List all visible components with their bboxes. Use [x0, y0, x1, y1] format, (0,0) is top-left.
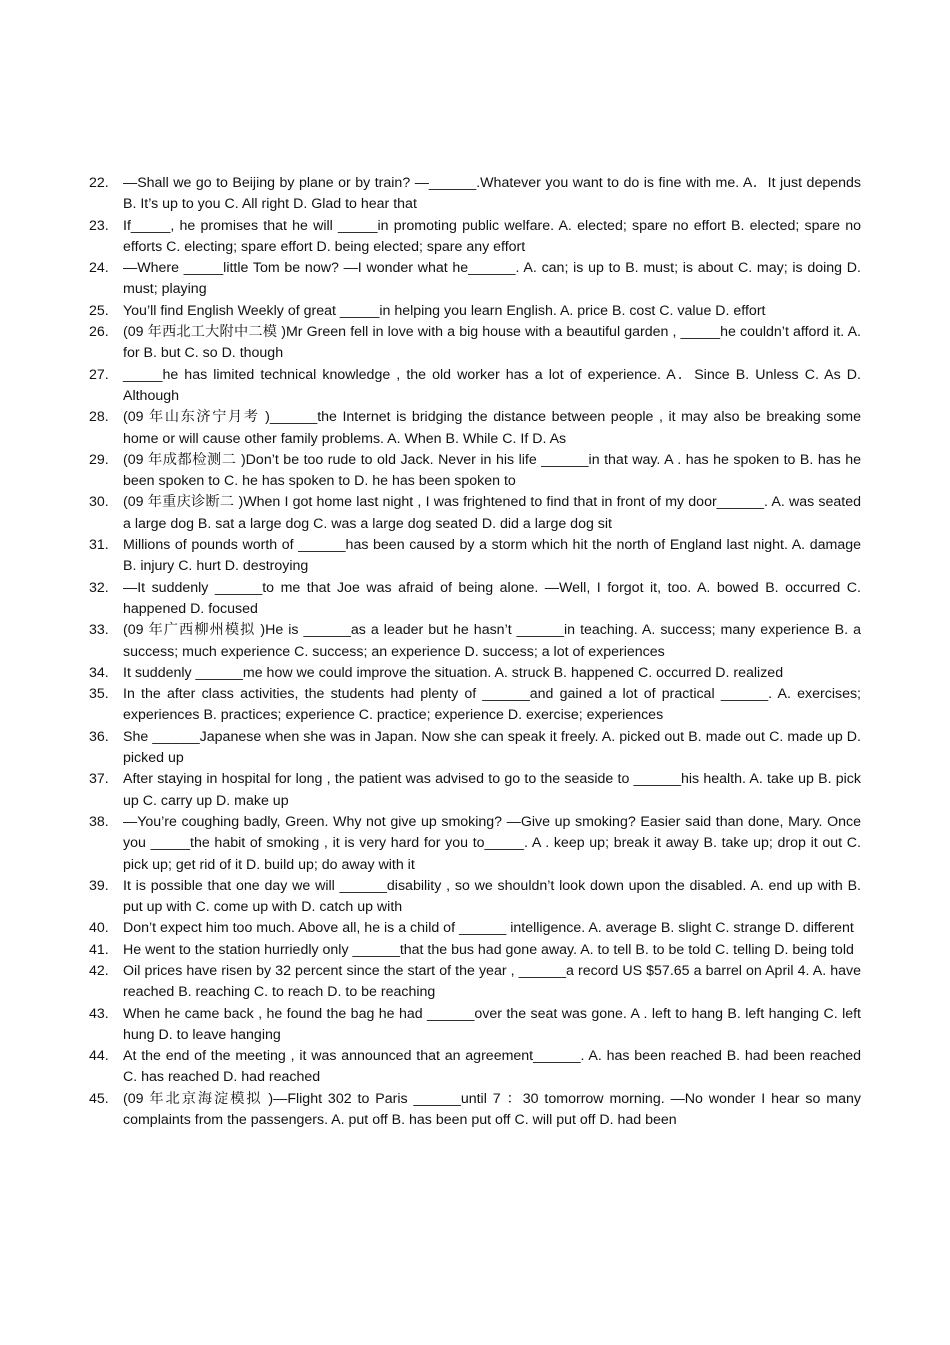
question-item — [89, 1004, 861, 1047]
question-item — [89, 727, 861, 770]
question-number: 24. — [89, 260, 109, 277]
question-number: 28. — [89, 409, 109, 426]
question-number: 26. — [89, 324, 109, 341]
question-number: 39. — [89, 877, 109, 894]
question-item — [89, 663, 861, 684]
question-text: —It suddenly ______to me that Joe was afraid of being alone. —Well, I forgot it, too. A. bowed B. occurred C. happened D. focused — [123, 579, 861, 617]
question-number: 29. — [89, 451, 109, 468]
question-item — [89, 578, 861, 621]
question-text: After staying in hospital for long , the patient was advised to go to the seaside to ______his health. A. take up B. pick up C. carry up D. make up — [123, 771, 861, 809]
question-number: 31. — [89, 537, 109, 554]
question-number: 33. — [89, 622, 109, 639]
question-number: 25. — [89, 302, 109, 319]
question-text: _____he has limited technical knowledge , the old worker has a lot of experience. A．Since B. Unless C. As D. Although — [123, 366, 861, 404]
question-text: (09 年山东济宁月考 )______the Internet is bridging the distance between people , it may also be breaking some home or will cause other family problems. A. When B. While C. If D. As — [123, 409, 861, 447]
question-text: —You’re coughing badly, Green. Why not give up smoking? —Give up smoking? Easier said than done, Mary. Once you _____the habit of smoking , it is very hard for you to_____. A . keep up; break it away B. take up; drop it out C. pick up; get rid of it D. build up; do away with it — [123, 813, 861, 873]
question-list — [89, 173, 861, 1131]
question-number: 42. — [89, 962, 109, 979]
question-text: Millions of pounds worth of ______has been caused by a storm which hit the north of England last night. A. damage B. injury C. hurt D. destroying — [123, 537, 861, 575]
question-number: 27. — [89, 366, 109, 383]
question-item — [89, 684, 861, 727]
question-text: (09 年西北工大附中二模 )Mr Green fell in love with a big house with a beautiful garden , _____he couldn’t afford it. A. for B. but C. so D. though — [123, 324, 861, 362]
question-text: Oil prices have risen by 32 percent since the start of the year , ______a record US $57.65 a barrel on April 4. A. have reached B. reaching C. to reach D. to be reaching — [123, 962, 861, 1001]
question-text: In the after class activities, the students had plenty of ______and gained a lot of practical ______. A. exercises; experiences B. practices; experience C. practice; experience D. exercise; experiences — [123, 686, 861, 724]
question-text: He went to the station hurriedly only ______that the bus had gone away. A. to tell B. to be told C. telling D. being told — [123, 941, 854, 958]
question-item — [89, 322, 861, 365]
question-item — [89, 1089, 861, 1132]
question-text: If_____, he promises that he will _____in promoting public welfare. A. elected; spare no effort B. elected; spare no efforts C. electing; spare effort D. being elected; spare any effort — [123, 217, 861, 255]
question-item — [89, 216, 861, 259]
question-item — [89, 1046, 861, 1089]
question-item — [89, 173, 861, 216]
question-number: 40. — [89, 920, 109, 937]
question-item — [89, 769, 861, 812]
question-number: 34. — [89, 664, 109, 681]
question-text: At the end of the meeting , it was announced that an agreement______. A. has been reached B. had been reached C. has reached D. had reached — [123, 1048, 861, 1086]
question-number: 22. — [89, 175, 109, 191]
question-item — [89, 940, 861, 961]
question-item — [89, 918, 861, 939]
question-number: 44. — [89, 1048, 109, 1065]
question-text: (09 年重庆诊断二 )When I got home last night , I was frightened to find that in front of my door______. A. was seated a large dog B. sat a large dog C. was a large dog seated D. did a large dog sit — [123, 494, 861, 532]
question-number: 43. — [89, 1005, 109, 1022]
question-number: 37. — [89, 771, 109, 788]
question-item — [89, 620, 861, 663]
question-number: 45. — [89, 1090, 109, 1107]
question-number: 36. — [89, 728, 109, 745]
question-item — [89, 407, 861, 450]
question-item — [89, 812, 861, 876]
question-item — [89, 492, 861, 535]
question-number: 32. — [89, 579, 109, 596]
question-number: 35. — [89, 686, 109, 703]
question-item — [89, 450, 861, 493]
question-item — [89, 876, 861, 919]
question-text: She ______Japanese when she was in Japan. Now she can speak it freely. A. picked out B. made out C. made up D. picked up — [123, 728, 861, 767]
question-item — [89, 535, 861, 578]
question-item — [89, 365, 861, 408]
question-text: Don’t expect him too much. Above all, he is a child of ______ intelligence. A. average B. slight C. strange D. different — [123, 920, 854, 937]
question-text: You’ll find English Weekly of great _____in helping you learn English. A. price B. cost C. value D. effort — [123, 302, 766, 319]
question-text: It is possible that one day we will ______disability , so we shouldn’t look down upon the disabled. A. end up with B. put up with C. come up with D. catch up with — [123, 877, 861, 916]
question-number: 23. — [89, 217, 109, 234]
question-text: (09 年广西柳州模拟 )He is ______as a leader but he hasn’t ______in teaching. A. success; many experience B. a success; much experience C. success; an experience D. success; a lot of experiences — [123, 622, 861, 660]
question-text: When he came back , he found the bag he had ______over the seat was gone. A . left to hang B. left hanging C. left hung D. to leave hanging — [123, 1005, 861, 1043]
question-number: 38. — [89, 813, 109, 830]
question-item — [89, 258, 861, 301]
question-item — [89, 961, 861, 1004]
question-text: (09 年成都检测二 )Don’t be too rude to old Jack. Never in his life ______in that way. A . has he spoken to B. has he been spoken to C. he has spoken to D. he has been spoken to — [123, 451, 861, 490]
question-text: —Shall we go to Beijing by plane or by train? —______.Whatever you want to do is fine with me. A．It just depends B. It’s up to you C. All right D. Glad to hear that — [123, 175, 861, 213]
question-text: It suddenly ______me how we could improve the situation. A. struck B. happened C. occurred D. realized — [123, 664, 784, 681]
question-text: (09 年北京海淀模拟 )—Flight 302 to Paris ______until 7 ：30 tomorrow morning. —No wonder I hear so many complaints from the passengers. A. put off B. has been put off C. will put off D. had been — [123, 1090, 861, 1129]
question-number: 41. — [89, 941, 109, 958]
question-number: 30. — [89, 494, 109, 511]
question-text: —Where _____little Tom be now? —I wonder what he______. A. can; is up to B. must; is about C. may; is doing D. must; playing — [123, 260, 861, 298]
question-item — [89, 301, 861, 322]
